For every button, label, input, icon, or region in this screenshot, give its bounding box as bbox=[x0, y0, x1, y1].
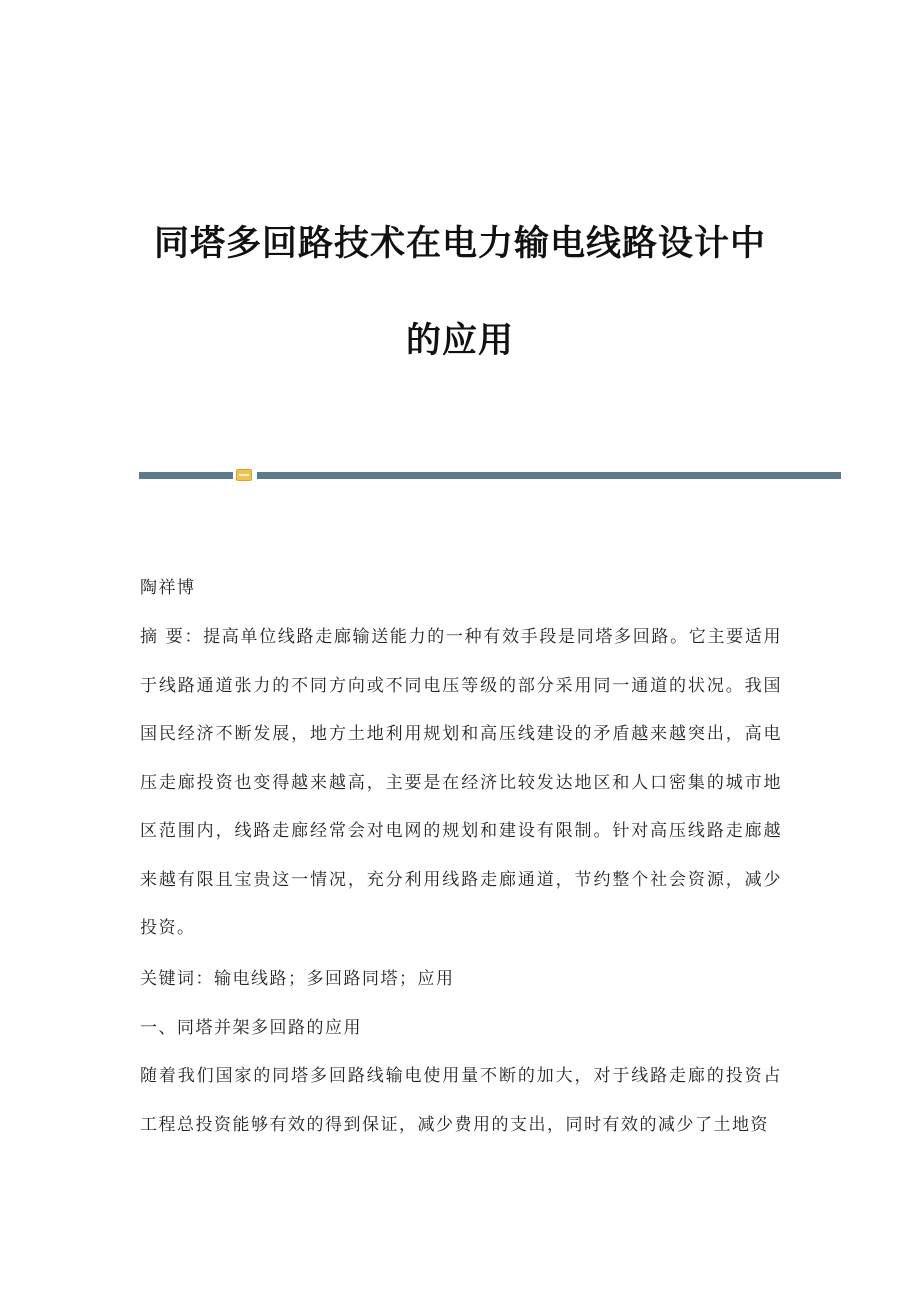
section-heading: 一、同塔并架多回路的应用 bbox=[140, 1018, 362, 1038]
keywords-line: 关键词：输电线路；多回路同塔；应用 bbox=[140, 969, 455, 989]
divider-bar-right bbox=[257, 472, 841, 479]
title-divider bbox=[139, 468, 841, 482]
body-paragraph: 随着我们国家的同塔多回路线输电使用量不断的加大，对于线路走廊的投资占工程总投资能够有效的得到保证，减少费用的支出，同时有效的减少了土地资 bbox=[140, 1066, 782, 1135]
divider-bar-left bbox=[139, 472, 233, 479]
document-title-line-2: 的应用 bbox=[405, 320, 514, 361]
author-name: 陶祥博 bbox=[140, 578, 196, 598]
divider-marker-icon bbox=[236, 469, 252, 481]
abstract-paragraph: 摘 要：提高单位线路走廊输送能力的一种有效手段是同塔多回路。它主要适用于线路通道张力的不同方向或不同电压等级的部分采用同一通道的状况。我国国民经济不断发展，地方土地利用规划和高压线建设的矛盾越来越突出，高电压走廊投资也变得越来越高，主要是在经济比较发达地区和人口密集的城市地区范围内，线路走廊经常会对电网的规划和建设有限制。针对高压线路走廊越来越有限且宝贵这一情况，充分利用线路走廊通道，节约整个社会资源，减少投资。 bbox=[140, 627, 782, 938]
document-title-line-1: 同塔多回路技术在电力输电线路设计中 bbox=[153, 223, 766, 264]
